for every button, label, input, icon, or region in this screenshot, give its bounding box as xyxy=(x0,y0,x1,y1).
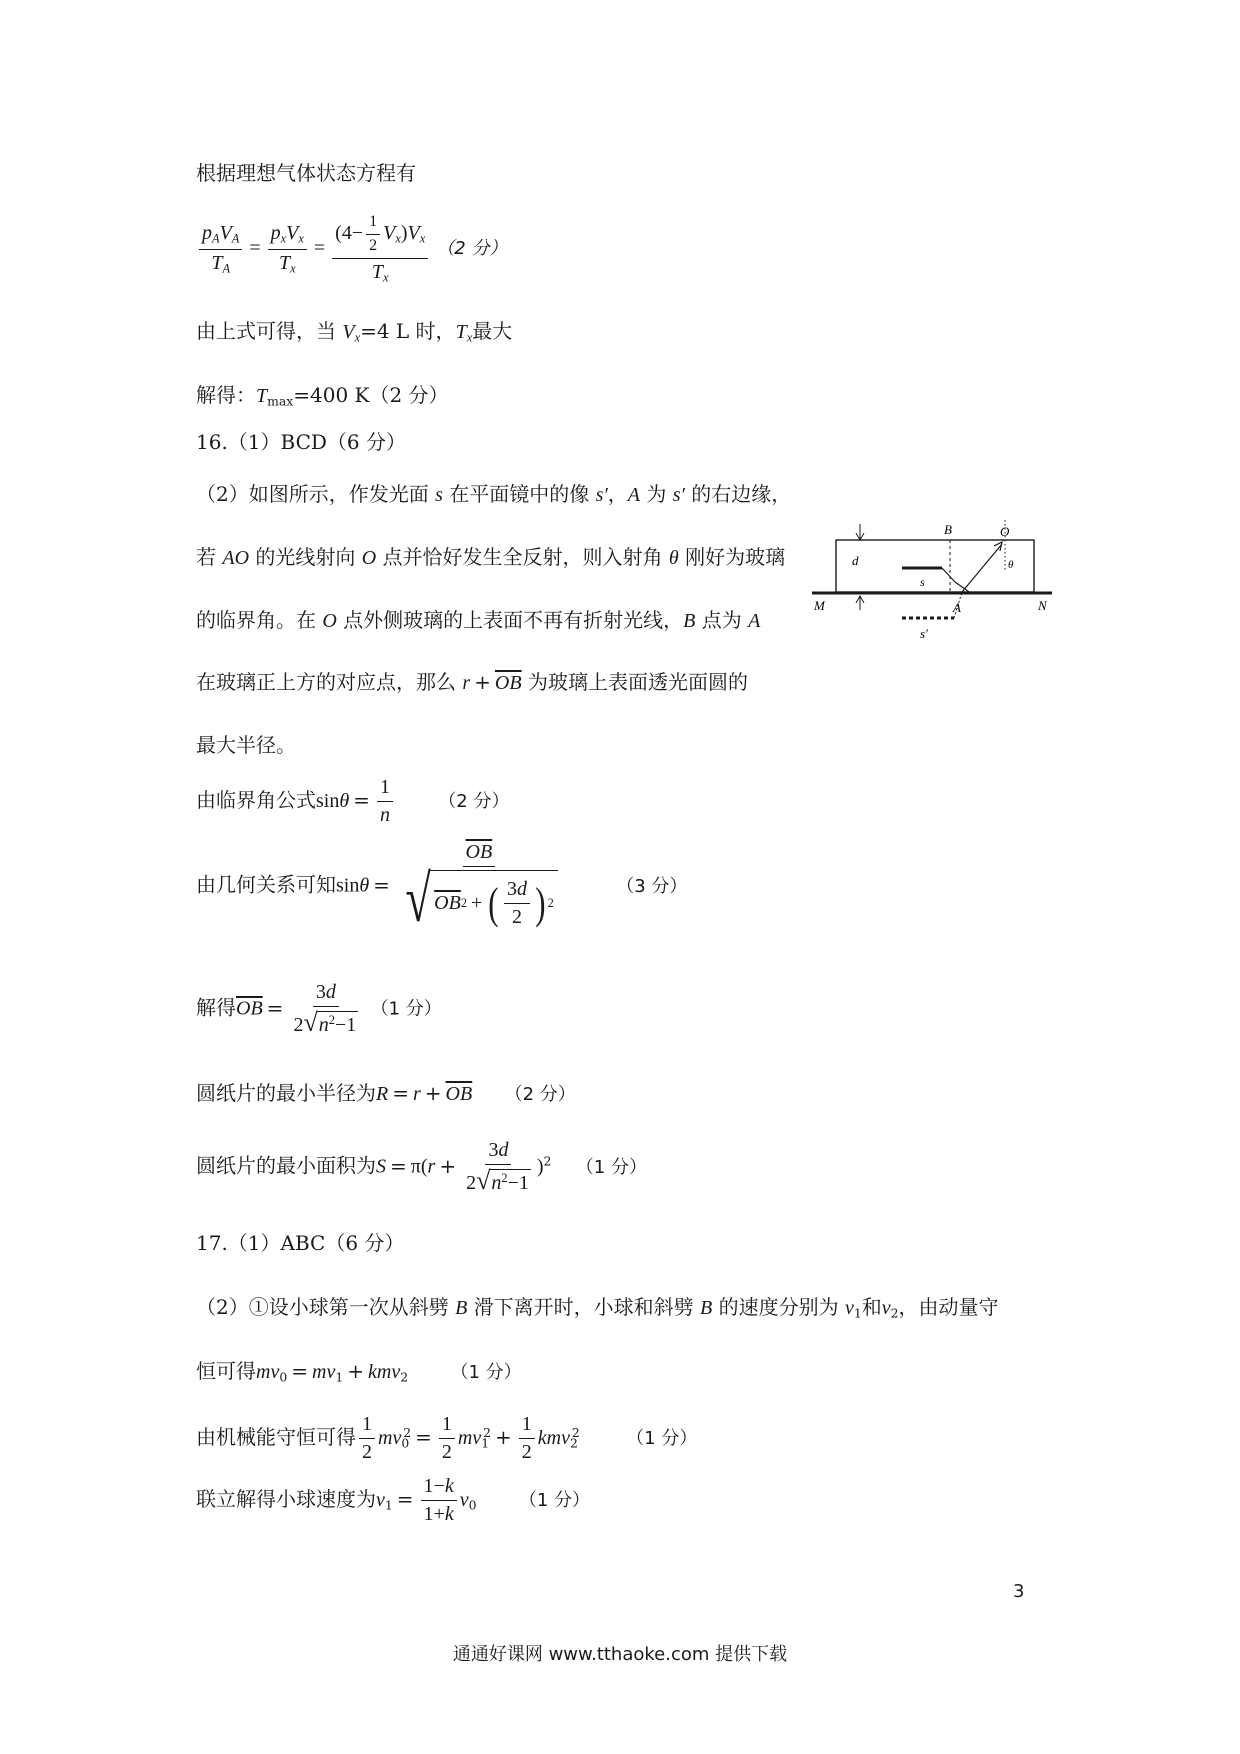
equation-ball-velocity: 联立解得小球速度为v1 = $\frac{1-k}{1+k}$ v0 （1 分） xyxy=(196,1475,591,1525)
question-17-part-1: 17.（1）ABC（6 分） xyxy=(196,1231,405,1255)
text-line: 最大半径。 xyxy=(196,733,296,757)
text-line: 解得：Tmax=400 K（2 分） xyxy=(196,383,449,409)
equation-gas-law: $\frac{\text{pAVA}}{TA}$ = $\frac{\text{pxVx}}{Tx}$ = (4− $\frac{1}{2}$ Vx)Vx Tx （2 分） xyxy=(196,214,507,284)
equation-momentum: 恒可得mv0 = mv1 + kmv2 （1 分） xyxy=(196,1359,522,1385)
text-line: 在玻璃正上方的对应点，那么 $r + \overline{OB}$ 为玻璃上表面透光面圆的 xyxy=(196,670,748,694)
text-line: （2）如图所示，作发光面 s 在平面镜中的像 s′，A 为 s′ 的右边缘， xyxy=(196,482,792,506)
text-line: （2）①设小球第一次从斜劈 B 滑下离开时，小球和斜劈 B 的速度分别为 v1和v2，由动量守 xyxy=(196,1295,999,1321)
footer: 通通好课网 www.tthaoke.com 提供下载 xyxy=(452,1644,788,1665)
equation-critical-angle: 由临界角公式sinθ = $\frac{1}{n}$ （2 分） xyxy=(196,776,510,826)
figure-label-s: s xyxy=(920,575,925,589)
figure-label-b: B xyxy=(944,522,952,537)
question-16-part-1: 16.（1）BCD（6 分） xyxy=(196,430,407,454)
figure-label-d: d xyxy=(852,553,859,568)
figure-label-theta: θ xyxy=(1008,559,1014,571)
equation-radius: 圆纸片的最小半径为$R = r + \overline{OB}$ （2 分） xyxy=(196,1081,576,1105)
text-line: 根据理想气体状态方程有 xyxy=(196,161,416,185)
figure-label-n: N xyxy=(1038,598,1047,613)
equation-ob: 解得$\overline{OB}$ = 3d 2 √ $n^2-1$ （1 分） xyxy=(196,981,442,1037)
optics-diagram xyxy=(812,520,1052,640)
equation-energy: 由机械能守恒可得 $\frac{1}{2}$ $mv0^2$ = $\frac{1}{2}$ $mv1^2$ + $\frac{1}{2}$ $kmv2^2$ （1 分） xyxy=(196,1413,698,1463)
equation-area: 圆纸片的最小面积为S = π(r + 3d 2 √ $n^2-1$ )$^2$ （1 分） xyxy=(196,1139,647,1195)
figure-label-m: M xyxy=(814,598,825,613)
text-line: 由上式可得，当 Vx=4 L 时，Tx最大 xyxy=(196,319,513,345)
page-number: 3 xyxy=(1013,1581,1025,1602)
figure-label-o: O xyxy=(1000,524,1010,539)
text-line: 的临界角。在 O 点外侧玻璃的上表面不再有折射光线，B 点为 A xyxy=(196,608,761,632)
figure-label-a: A xyxy=(953,600,961,615)
equation-geometry: 由几何关系可知sinθ = $\overline{OB}$ √ OB 2 + ( $\frac{3d}{2}$ ) 2 （3 分） xyxy=(196,841,688,936)
text-line: 若 AO 的光线射向 O 点并恰好发生全反射，则入射角 θ 刚好为玻璃 xyxy=(196,545,786,569)
figure-label-s-prime: s′ xyxy=(920,626,928,640)
